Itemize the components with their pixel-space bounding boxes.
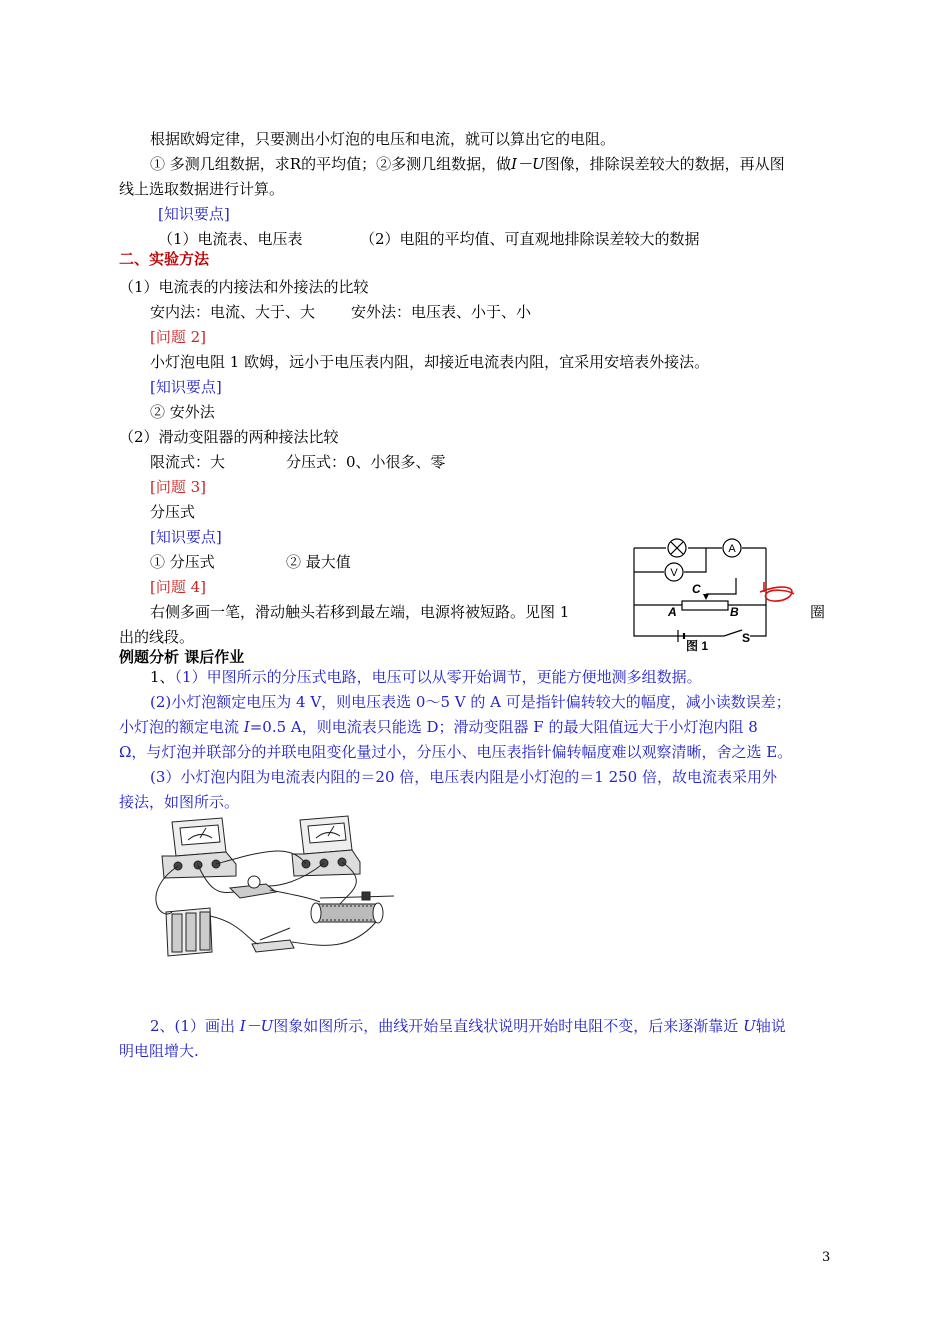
method-sub-2: （2）滑动变阻器的两种接法比较 [119, 428, 339, 446]
question-4-text-2: 出的线段。 [119, 628, 195, 646]
theory-line-2-text: ① 多测几组数据，求R的平均值；②多测几组数据，做 [150, 155, 512, 173]
example-1-part-1: （1）甲图所示的分压式电路，电压可以从零开始调节，更能方便地测多组数据。 [174, 668, 702, 686]
iu-symbol-2: I－U [239, 1017, 274, 1035]
example-1-line-6: 接法，如图所示。 [119, 793, 240, 811]
slider-arrow-icon [703, 594, 709, 600]
example-2-line-2: 明电阻增大. [119, 1042, 199, 1060]
voltmeter-device-icon [292, 816, 360, 876]
label-c: C [692, 582, 701, 596]
bulb-icon [230, 876, 276, 898]
question-4-label: [问题 4] [150, 578, 207, 596]
method-sub-1: （1）电流表的内接法和外接法的比较 [119, 278, 369, 296]
example-1-line-2: (2)小灯泡额定电压为 4 V，则电压表选 0～5 V 的 A 可是指针偏转较大的幅度，减小读数误差； [150, 693, 791, 711]
question-4-text: 右侧多画一笔，滑动触头若移到最左端，电源将被短路。见图 1 [150, 603, 570, 621]
example-1-line-5: (3）小灯泡内阻为电流表内阻的＝20 倍，电压表内阻是小灯泡的＝1 250 倍，故电流表采用外 [150, 768, 777, 786]
knowledge-item-1: （1）电流表、电压表 [158, 230, 303, 248]
voltmeter-icon [665, 563, 683, 581]
examples-heading: 例题分析 课后作业 [119, 648, 245, 666]
theory-line-3: 线上选取数据进行计算。 [119, 180, 285, 198]
switch-icon [252, 928, 294, 952]
rheostat-icon [311, 892, 394, 923]
knowledge-item-2: （2）电阻的平均值、可直观地排除误差较大的数据 [360, 230, 700, 248]
knowledge-label-3: [知识要点] [150, 528, 222, 546]
question-3-text: 分压式 [150, 503, 196, 521]
example-1-line-3-pre: 小灯泡的额定电流 [119, 718, 244, 736]
question-3-label: [问题 3] [150, 478, 207, 496]
theory-line-2-rest: 图像，排除误差较大的数据，再从图 [544, 155, 785, 173]
method-sub-1-outer: 安外法：电压表、小于、小 [351, 303, 532, 321]
knowledge-3-item-1: ① 分压式 [150, 553, 215, 571]
label-s: S [742, 631, 751, 645]
method-sub-1-inner: 安内法：电流、大于、大 [150, 303, 316, 321]
question-4-tail: 圈 [810, 603, 826, 621]
label-b: B [730, 605, 739, 619]
example-1-line-1 [150, 667, 702, 687]
knowledge-label-2: [知识要点] [150, 378, 222, 396]
knowledge-3-item-2: ② 最大值 [286, 553, 351, 571]
current-symbol: I [243, 718, 250, 736]
example-2-mid: 图象如图所示，曲线开始呈直线状说明开始时电阻不变，后来逐渐靠近 [273, 1017, 744, 1035]
method-heading: 二、实验方法 [119, 250, 210, 268]
method-sub-2-divide: 分压式：0、小很多、零 [286, 453, 446, 471]
theory-line-1: 根据欧姆定律，只要测出小灯泡的电压和电流，就可以算出它的电阻。 [150, 130, 616, 148]
example-2-post: 轴说 [755, 1017, 786, 1035]
u-symbol: U [743, 1017, 756, 1035]
battery-pack-icon [166, 908, 212, 956]
example-1-line-3-post: =0.5 A，则电流表只能选 D；滑动变阻器 F 的最大阻值远大于小灯泡内阻 8 [249, 718, 758, 736]
knowledge-label-1: [知识要点] [158, 205, 230, 223]
example-1-number: 1、 [150, 668, 175, 686]
theory-line-2 [150, 154, 785, 174]
lamp-icon [668, 539, 686, 557]
figure-caption: 图 1 [686, 639, 709, 653]
example-2-line-1 [150, 1016, 786, 1036]
page-number: 3 [822, 1250, 831, 1265]
knowledge-2-text: ② 安外法 [150, 403, 215, 421]
iu-symbol: I－U [511, 155, 545, 173]
question-2-text: 小灯泡电阻 1 欧姆，远小于电压表内阻，却接近电流表内阻，宜采用安培表外接法。 [150, 353, 710, 371]
example-1-line-4: Ω，与灯泡并联部分的并联电阻变化量过小，分压小、电压表指针偏转幅度难以观察清晰，舍之选 E。 [119, 743, 793, 761]
apparatus-illustration [150, 812, 410, 962]
circuit-figure-1 [620, 534, 810, 654]
question-2-label: [问题 2] [150, 328, 207, 346]
method-sub-2-limit: 限流式：大 [150, 453, 226, 471]
label-a: A [668, 605, 677, 619]
example-2-pre: 2、(1）画出 [150, 1017, 240, 1035]
svg-text:A: A [728, 543, 736, 555]
ammeter-icon [723, 539, 741, 557]
svg-text:V: V [670, 567, 678, 579]
example-1-line-3 [119, 717, 758, 737]
red-circle-mark [760, 587, 794, 601]
